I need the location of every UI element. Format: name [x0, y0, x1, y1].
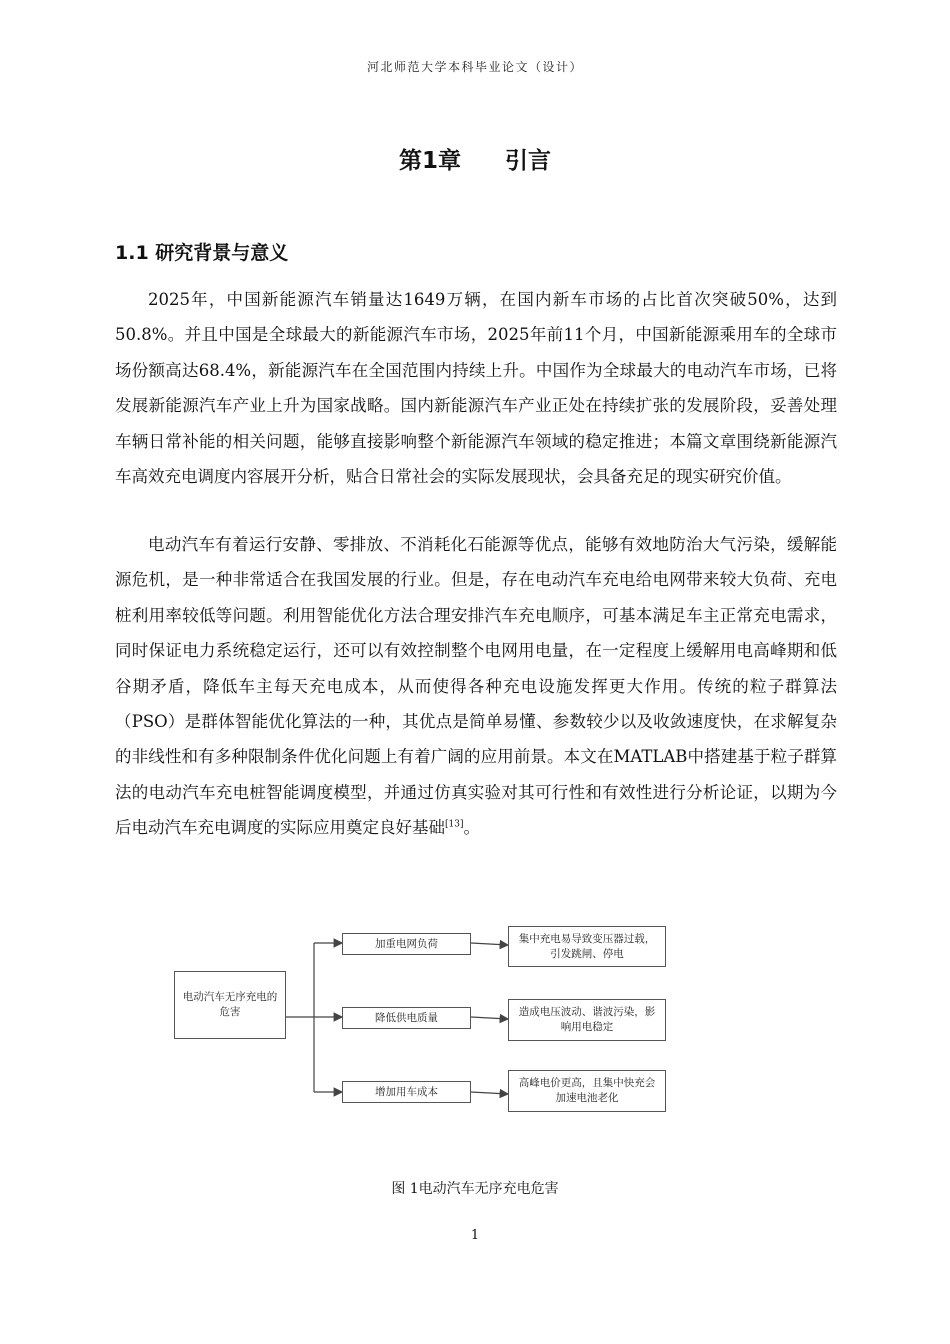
effect-box-1: 集中充电易导致变压器过载，引发跳闸、停电: [508, 926, 666, 967]
chapter-number: 第1章: [398, 148, 461, 174]
paragraph-2: [115, 527, 837, 846]
citation: [13]: [445, 819, 464, 830]
chapter-title: [0, 142, 950, 175]
chapter-name: 引言: [505, 148, 551, 174]
arrow-effect-2: [471, 1017, 508, 1019]
page-number: 1: [470, 1228, 480, 1243]
figure-caption: 图 1电动汽车无序充电危害: [391, 1181, 559, 1197]
effect-box-2: 造成电压波动、谐波污染，影响用电稳定: [508, 999, 666, 1041]
diagram-connectors: [0, 915, 950, 1125]
flow-diagram: [0, 915, 950, 1125]
page-header: 河北师范大学本科毕业论文（设计）: [366, 60, 583, 74]
section-title: 1.1 研究背景与意义: [115, 242, 289, 264]
paragraph-1: 2025年，中国新能源汽车销量达1649万辆，在国内新车市场的占比首次突破50%，达到50.8%。并且中国是全球最大的新能源汽车市场，2025年前11个月，中国新能源乘用车的全球市场份额高达68.4%，新能源汽车在全国范围内持续上升。中国作为全球最大的电动汽车市场，已将发展新能源汽车产业上升为国家战略。国内新能源汽车产业正处在持续扩张的发展阶段，妥善处理车辆日常补能的相关问题，能够直接影响整个新能源汽车领域的稳定推进；本篇文章围绕新能源汽车高效充电调度内容展开分析，贴合日常社会的实际发展现状，会具备充足的现实研究价值。: [115, 290, 838, 487]
effect-box-3: 高峰电价更高，且集中快充会加速电池老化: [508, 1070, 666, 1112]
branch-box-1: 加重电网负荷: [342, 933, 471, 955]
paragraph-2-end: 。: [463, 818, 480, 838]
branch-box-2: 降低供电质量: [342, 1007, 471, 1029]
arrow-effect-1: [471, 943, 508, 945]
root-box: 电动汽车无序充电的危害: [174, 971, 286, 1039]
branch-box-3: 增加用车成本: [342, 1081, 471, 1103]
arrow-effect-3: [471, 1092, 508, 1094]
paragraph-2-text: 电动汽车有着运行安静、零排放、不消耗化石能源等优点，能够有效地防治大气污染，缓解能源危机，是一种非常适合在我国发展的行业。但是，存在电动汽车充电给电网带来较大负荷、充电桩利用率较低等问题。利用智能优化方法合理安排汽车充电顺序，可基本满足车主正常充电需求，同时保证电力系统稳定运行，还可以有效控制整个电网用电量，在一定程度上缓解用电高峰期和低谷期矛盾，降低车主每天充电成本，从而使得各种充电设施发挥更大作用。传统的粒子群算法（PSO）是群体智能优化算法的一种，其优点是简单易懂、参数较少以及收敛速度快，在求解复杂的非线性和有多种限制条件优化问题上有着广阔的应用前景。本文在MATLAB中搭建基于粒子群算法的电动汽车充电桩智能调度模型，并通过仿真实验对其可行性和有效性进行分析论证，以期为今后电动汽车充电调度的实际应用奠定良好基础: [115, 535, 837, 838]
